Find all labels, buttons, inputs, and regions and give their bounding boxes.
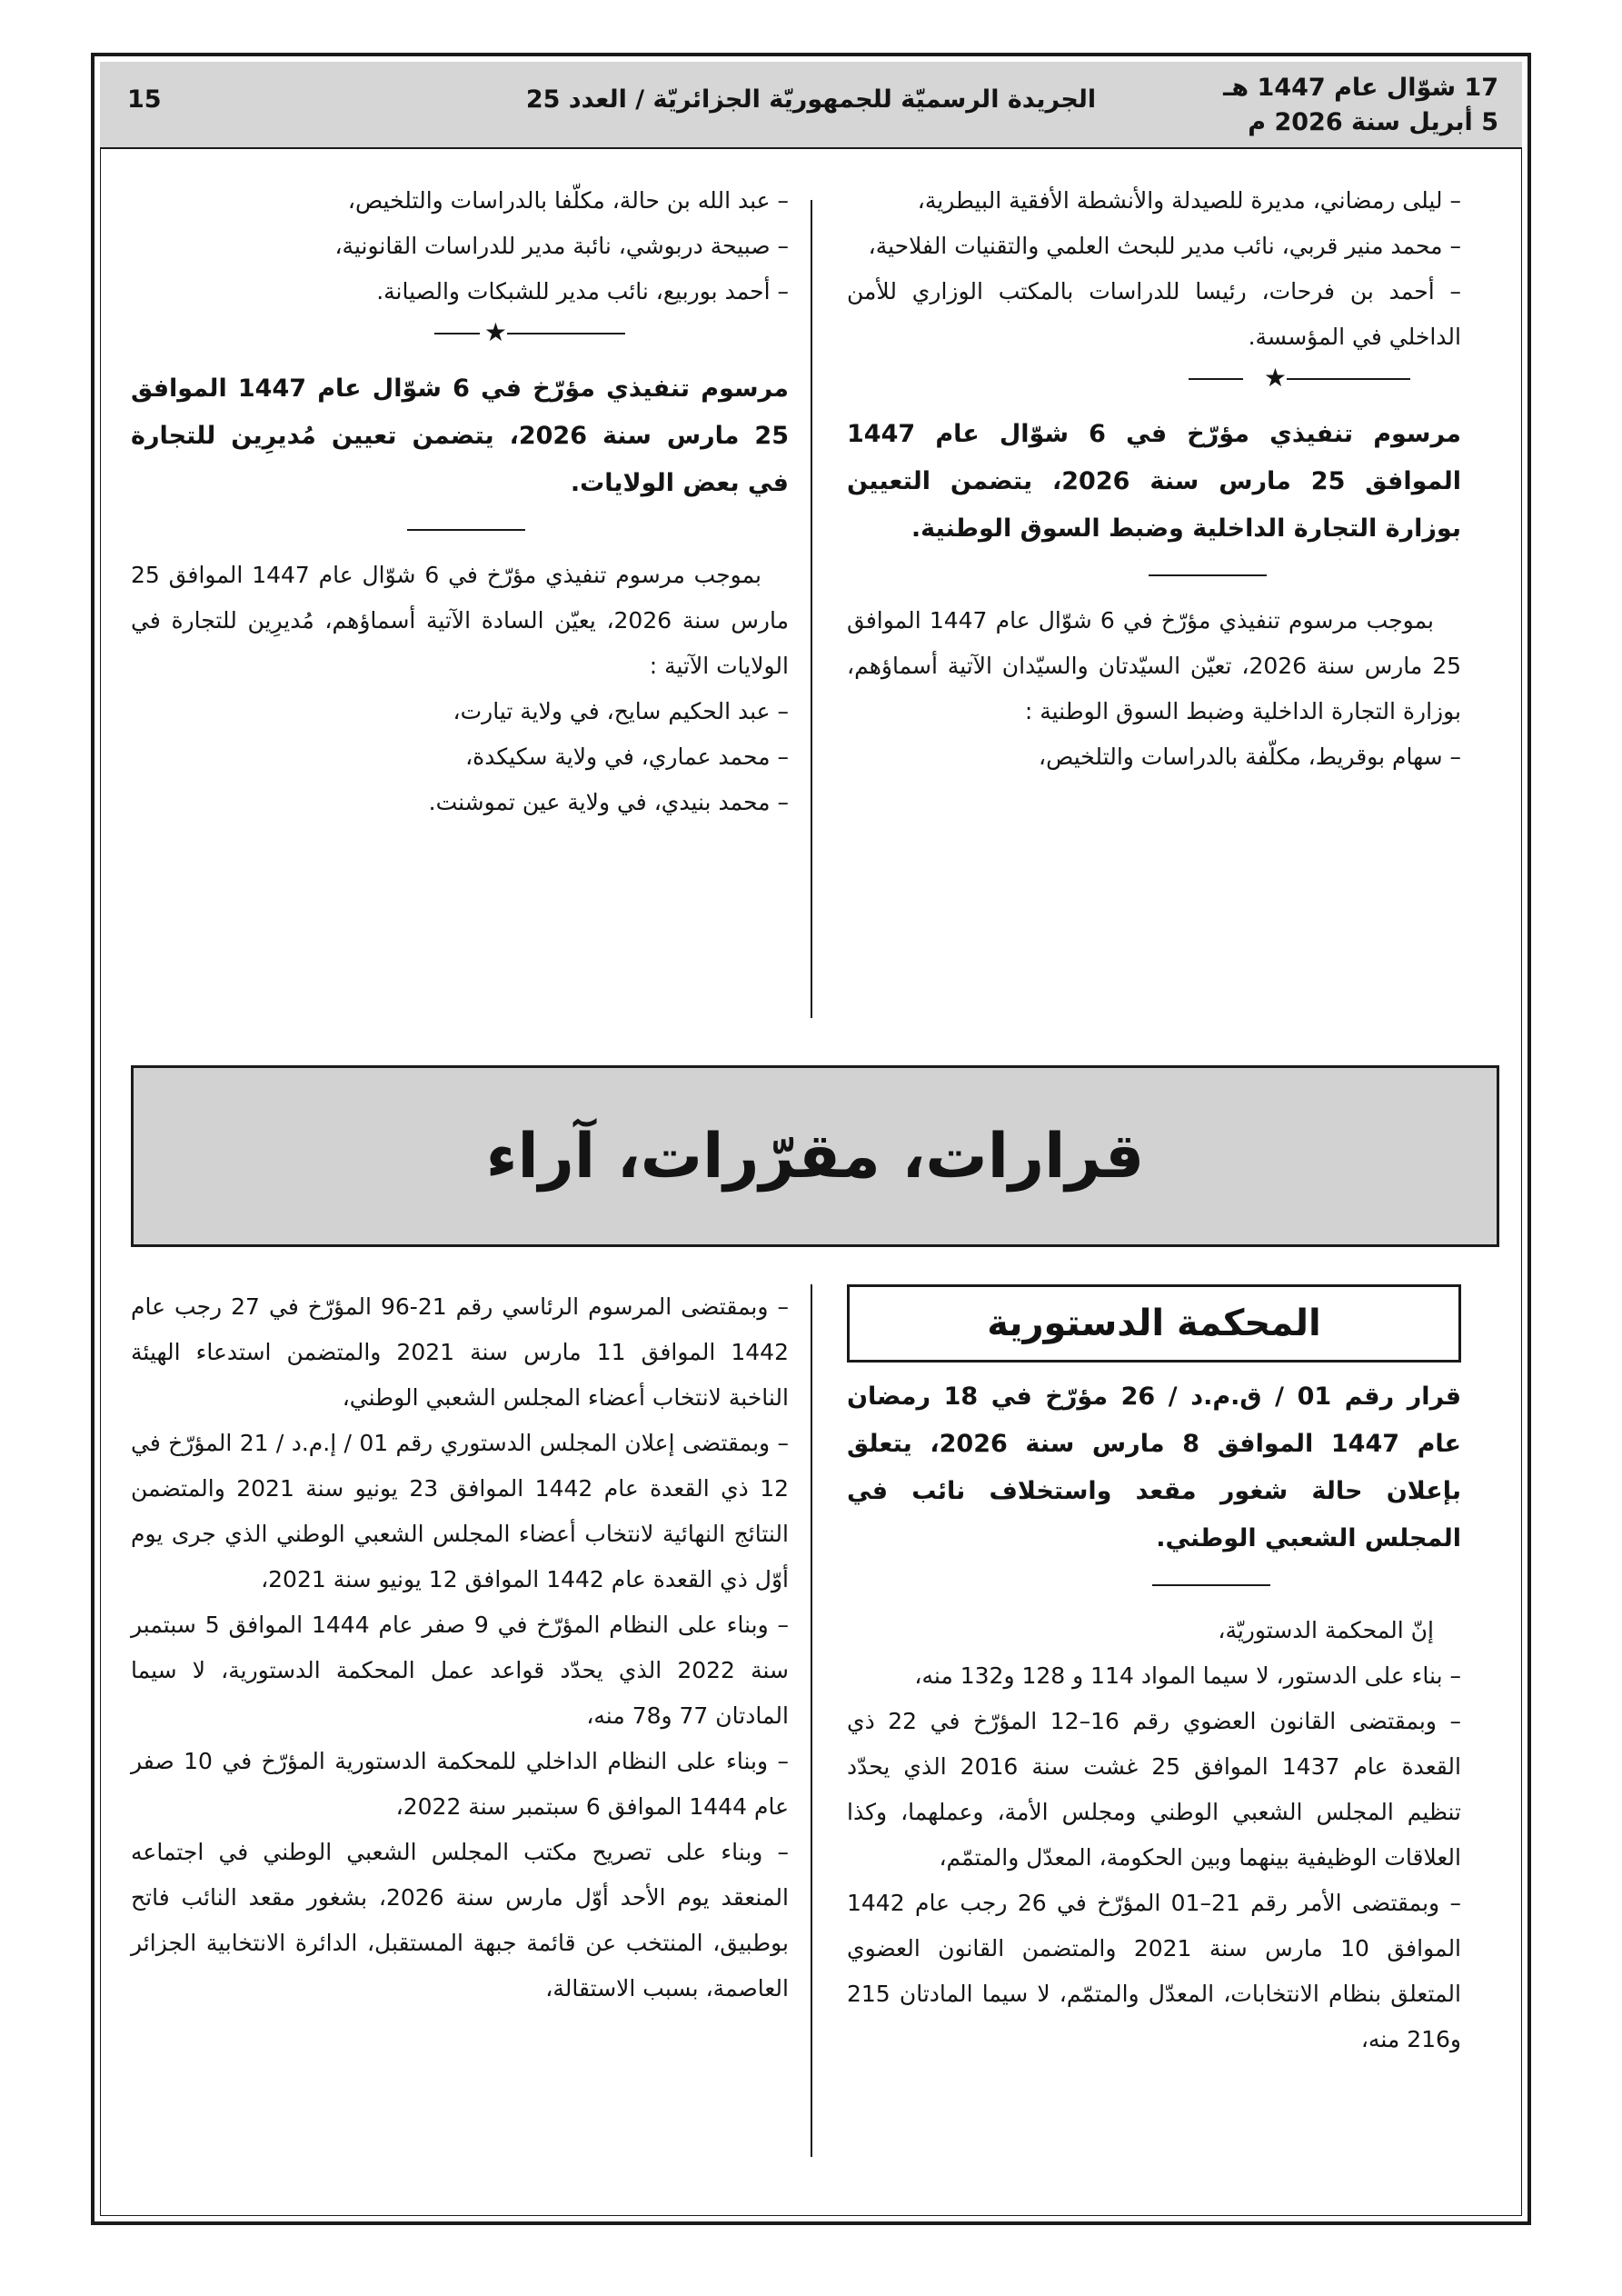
hijri-date: 17 شوّال عام 1447 هـ (1223, 74, 1498, 102)
legal-basis-paragraph: – بناء على الدستور، لا سيما المواد 114 و 128 و132 منه، (914, 1662, 1461, 1689)
column-separator (811, 1284, 812, 2157)
appointee-item: – أحمد بوربيع، نائب مدير للشبكات والصيانة. (376, 278, 789, 304)
section-banner-title: قرارات، مقرّرات، آراء (485, 1120, 1145, 1193)
decree-body: بموجب مرسوم تنفيذي مؤرّخ في 6 شوّال عام 1447 الموافق 25 مارس سنة 2026، يعيّن السادة الآتية أسماؤهم، مُديرِين للتجارة في الولايات الآتية : (131, 562, 789, 679)
decree-title: مرسوم تنفيذي مؤرّخ في 6 شوّال عام 1447 الموافق 25 مارس سنة 2026، يتضمن تعيين مُديرِين للتجارة في بعض الولايات. (131, 374, 790, 497)
star-icon: ★ (483, 317, 507, 347)
page-number: 15 (127, 85, 162, 114)
decree-body: بموجب مرسوم تنفيذي مؤرّخ في 6 شوّال عام 1447 الموافق 25 مارس سنة 2026، تعيّن السيّدتان والسيّدان الآتية أسماؤهم، بوزارة التجارة الداخلية وضبط السوق الوطنية : (847, 607, 1461, 724)
legal-basis-paragraph: – وبناء على تصريح مكتب المجلس الشعبي الوطني في اجتماعه المنعقد يوم الأحد أوّل مارس سنة 2026، بشغور مقعد النائب فاتح بوطبيق، المنتخب عن قائمة جبهة المستقبل، الدائرة الانتخابية الجزائر العاصمة، بسبب الاستقالة، (131, 1839, 789, 2002)
star-divider (131, 317, 789, 347)
decision-intro: إنّ المحكمة الدستوريّة، (1218, 1617, 1434, 1643)
appointee-item: – سهام بوقريط، مكلّفة بالدراسات والتلخيص، (1039, 744, 1461, 770)
director-item: – محمد عماري، في ولاية سكيكدة، (465, 744, 789, 770)
star-divider (847, 365, 1461, 393)
top-left-column (131, 178, 789, 825)
gazette-header (100, 62, 1522, 149)
decree-title: مرسوم تنفيذي مؤرّخ في 6 شوّال عام 1447 الموافق 25 مارس سنة 2026، يتضمن التعيين بوزارة التجارة الداخلية وضبط السوق الوطنية. (847, 420, 1461, 543)
top-right-column (847, 178, 1461, 780)
court-title: المحكمة الدستورية (987, 1303, 1321, 1344)
director-item: – عبد الحكيم سايح، في ولاية تيارت، (453, 698, 789, 724)
legal-basis-paragraph: – وبمقتضى إعلان المجلس الدستوري رقم 01 / إ.م.د / 21 المؤرّخ في 12 ذي القعدة عام 1442 الموافق 23 يونيو سنة 2021 والمتضمن النتائج النهائية لانتخاب أعضاء المجلس الشعبي الوطني الذي جرى يوم أوّل ذي القعدة عام 1442 الموافق 12 يونيو سنة 2021، (131, 1430, 790, 1592)
legal-basis-paragraph: – وبناء على النظام الداخلي للمحكمة الدستورية المؤرّخ في 10 صفر عام 1444 الموافق 6 سبتمبر سنة 2022، (131, 1748, 789, 1820)
director-item: – محمد بنيدي، في ولاية عين تموشنت. (428, 789, 789, 815)
legal-basis-paragraph: – وبمقتضى المرسوم الرئاسي رقم 21-96 المؤرّخ في 27 رجب عام 1442 الموافق 11 مارس سنة 2021 والمتضمن استدعاء الهيئة الناخبة لانتخاب أعضاء المجلس الشعبي الوطني، (131, 1293, 789, 1411)
legal-basis-paragraph: – وبمقتضى القانون العضوي رقم 16–12 المؤرّخ في 22 ذي القعدة عام 1437 الموافق 25 غشت سنة 2016 الذي يحدّد تنظيم المجلس الشعبي الوطني ومجلس الأمة، وعملهما، وكذا العلاقات الوظيفية بينهما وبين الحكومة، المعدّل والمتمّم، (847, 1708, 1461, 1871)
appointee-item: – ليلى رمضاني، مديرة للصيدلة والأنشطة الأفقية البيطرية، (917, 187, 1461, 214)
appointee-item: – أحمد بن فرحات، رئيسا للدراسات بالمكتب الوزاري للأمن الداخلي في المؤسسة. (847, 278, 1461, 350)
gregorian-date: 5 أبريل سنة 2026 م (1248, 108, 1498, 136)
appointee-item: – عبد الله بن حالة، مكلّفا بالدراسات والتلخيص، (347, 187, 789, 214)
decision-title: قرار رقم 01 / ق.م.د / 26 مؤرّخ في 18 رمضان عام 1447 الموافق 8 مارس سنة 2026، يتعلق بإعلان حالة شغور مقعد واستخلاف نائب في المجلس الشعبي الوطني. (847, 1383, 1461, 1552)
star-icon: ★ (1263, 363, 1287, 393)
legal-basis-paragraph: – وبمقتضى الأمر رقم 21–01 المؤرّخ في 26 رجب عام 1442 الموافق 10 مارس سنة 2021 والمتضمن القانون العضوي المتعلق بنظام الانتخابات، المعدّل والمتمّم، لا سيما المادتان 215 و216 منه، (847, 1890, 1462, 2052)
court-heading (847, 1284, 1461, 1363)
appointee-item: – صبيحة دربوشي، نائبة مدير للدراسات القانونية، (334, 233, 789, 259)
gazette-title: الجريدة الرسميّة للجمهوريّة الجزائريّة / العدد 25 (525, 85, 1097, 114)
section-banner (131, 1065, 1499, 1247)
bottom-left-column (131, 1284, 789, 2011)
column-separator (811, 200, 812, 1018)
legal-basis-paragraph: – وبناء على النظام المؤرّخ في 9 صفر عام 1444 الموافق 5 سبتمبر سنة 2022 الذي يحدّد قواعد عمل المحكمة الدستورية، لا سيما المادتان 77 و78 منه، (131, 1612, 789, 1729)
appointee-item: – محمد منير قربي، نائب مدير للبحث العلمي والتقنيات الفلاحية، (868, 233, 1461, 259)
bottom-right-column (847, 1284, 1461, 2062)
